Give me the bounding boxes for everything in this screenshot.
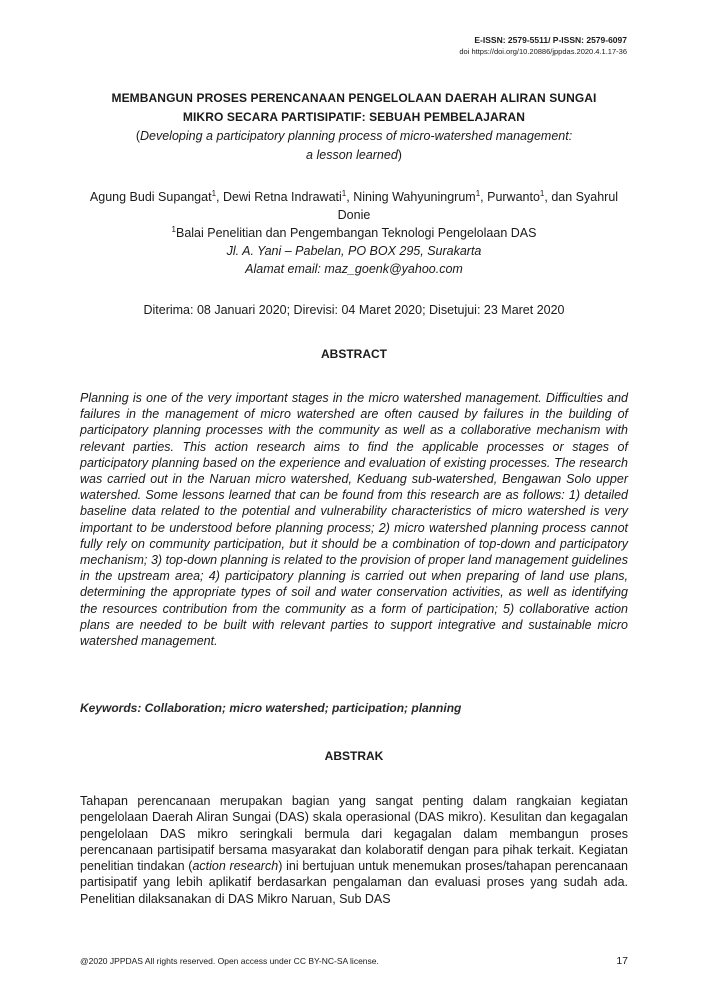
author-sup: 1 (475, 188, 481, 198)
author-sup: 1 (341, 188, 347, 198)
abstrak-indonesian-body (80, 793, 628, 907)
abstrak-italic-term: action research (192, 859, 279, 874)
paper-title (80, 89, 628, 127)
author-name: Dewi Retna Indrawati (222, 190, 342, 204)
submission-dates: Diterima: 08 Januari 2020; Direvisi: 04 Maret 2020; Disetujui: 23 Maret 2020 (143, 303, 565, 317)
abstrak-text-part-1: Tahapan perencanaan merupakan bagian yang sangat penting dalam rangkaian kegiatan pengelolaan Daerah Aliran Sungai (DAS) skala operasional (DAS mikro). Kesulitan dan kegagalan pengelolaan DAS mikro seringkali bermula dari kegagalan dalam membangun proses perencanaan partisipatif bersama masyarakat dan kolaboratif dengan para pihak terkait. Kegiatan penelitian tindakan ( (80, 794, 628, 874)
subtitle-text-line-1: Developing a participatory planning process of micro-watershed management: (140, 129, 573, 143)
author-name: Purwanto (487, 190, 540, 204)
subtitle-open-paren: ( (135, 129, 140, 143)
affiliation-address: Jl. A. Yani – Pabelan, PO BOX 295, Surakarta (226, 244, 482, 258)
page-footer (80, 955, 628, 967)
title-line-2: MIKRO SECARA PARTISIPATIF: SEBUAH PEMBELAJARAN (182, 110, 526, 124)
author-list: Agung Budi Supangat$^1$, Dewi Retna Indrawati$^1$, Nining Wahyuningrum$^1$, Purwanto$^1$, dan Syahrul Donie (89, 188, 619, 222)
affiliation (80, 224, 628, 242)
abstrak-heading: ABSTRAK (324, 749, 384, 763)
license-text: @2020 JPPDAS All rights reserved. Open access under CC BY-NC-SA license. (80, 956, 379, 966)
page-number: 17 (616, 955, 628, 967)
subtitle-close-paren: ) (397, 148, 402, 162)
affiliation-text: Balai Penelitian dan Pengembangan Teknologi Pengelolaan DAS (175, 226, 537, 240)
subtitle-text-line-2: a lesson learned (306, 148, 398, 162)
abstract-english-body: Planning is one of the very important stages in the micro watershed management. Difficulties and failures in the management of micro watershed are often caused by failures in the building of participatory planning processes with the community as well as a collaborative mechanism with relevant parties. This action research aims to find the applicable processes or stages of participatory planning based on the experience and evaluation of existing processes. The research was carried out in the Naruan micro watershed, Keduang sub-watershed, Bengawan Solo upper watershed. Some lessons learned that can be found from this research are as follows: 1) detailed baseline data related to the potential and vulnerability characteristics of micro watershed is very important to be understood before planning process; 2) micro watershed planning process cannot fully rely on community participation, but it should be a combination of top-down and participatory mechanism; 3) top-down planning is related to the provision of proper land management guidelines in the upstream area; 4) participatory planning is carried out when preparing of land use plans, determining the appropriate types of soil and water conservation activities, as well as identifying the resources contribution from the community as a form of participation; 5) collaborative action plans are needed to be built with relevant parties to support integrative and sustainable micro watershed management. (80, 391, 628, 649)
author-sup: 1 (211, 188, 217, 198)
title-line-1: MEMBANGUN PROSES PERENCANAAN PENGELOLAAN DAERAH ALIRAN SUNGAI (111, 91, 597, 105)
doi-link[interactable]: doi https://doi.org/10.20886/jppdas.2020.4.1.17-36 (459, 47, 627, 56)
journal-header (459, 34, 627, 57)
abstract-heading: ABSTRACT (321, 347, 387, 361)
english-subtitle (80, 127, 628, 165)
keywords: Keywords: Collaboration; micro watershed; participation; planning (80, 701, 462, 715)
abstrak-text-part-2: ) ini bertujuan untuk menemukan proses/tahapan perencanaan partisipatif yang lebih aplikatif berdasarkan pengalaman dan evaluasi proses yang sudah ada. Penelitian dilaksanakan di DAS Mikro Naruan, Sub DAS (80, 859, 628, 906)
author-sup: 1 (539, 188, 545, 198)
author-name: Agung Budi Supangat (89, 190, 212, 204)
author-conjunction: dan (551, 190, 573, 204)
issn-text: E-ISSN: 2579-5511/ P-ISSN: 2579-6097 (474, 35, 627, 45)
author-name: Syahrul Donie (337, 190, 619, 222)
author-block (80, 188, 628, 278)
author-email: Alamat email: maz_goenk@yahoo.com (245, 262, 463, 276)
affiliation-sup: 1 (171, 224, 176, 234)
author-name: Nining Wahyuningrum (353, 190, 476, 204)
